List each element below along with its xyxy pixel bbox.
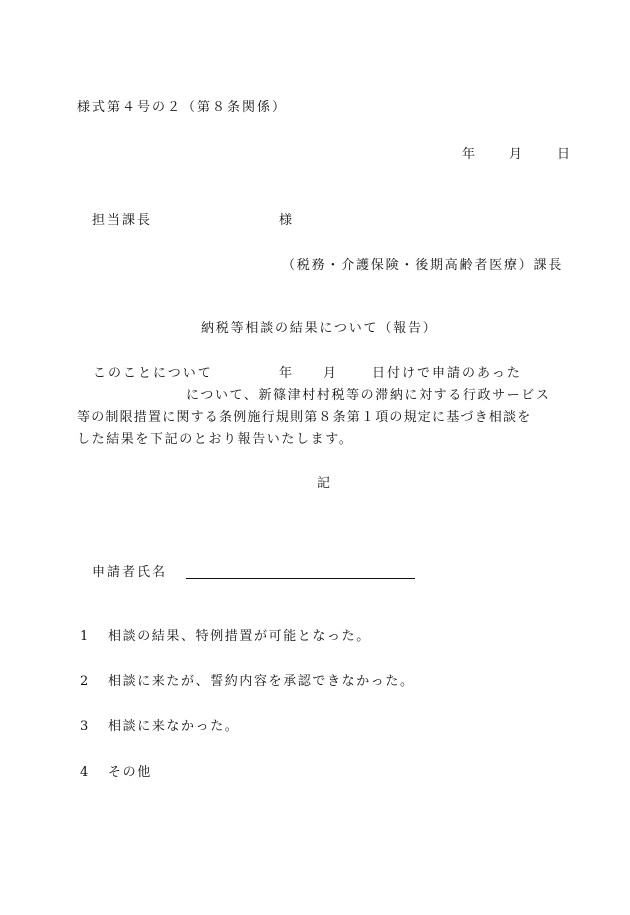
applicant-label: 申請者氏名 [92, 565, 168, 580]
sender: （税務・介護保険・後期高齢者医療）課長 [282, 258, 564, 273]
addressee-honorific: 様 [279, 213, 295, 228]
body-line-1-month: 月 [323, 366, 339, 381]
addressee-title: 担当課長 [92, 213, 153, 228]
form-number: 様式第４号の２（第８条関係） [77, 100, 288, 115]
option-1-number: 1 [80, 629, 89, 644]
body-line-1-year: 年 [279, 366, 295, 381]
option-2-number: 2 [80, 674, 89, 689]
date-day: 日 [557, 147, 573, 162]
option-4-text: その他 [108, 765, 152, 780]
ki-marker: 記 [317, 476, 333, 491]
body-line-3: 等の制限措置に関する条例施行規則第８条第１項の規定に基づき相談を [77, 410, 532, 425]
option-3-number: 3 [80, 719, 89, 734]
option-2-text: 相談に来たが、誓約内容を承認できなかった。 [108, 674, 415, 689]
option-1-text: 相談の結果、特例措置が可能となった。 [108, 629, 371, 644]
date-year: 年 [462, 147, 478, 162]
option-3-text: 相談に来なかった。 [108, 719, 240, 734]
option-4-number: 4 [80, 765, 89, 780]
body-line-1a: このことについて [93, 366, 213, 381]
body-line-4: した結果を下記のとおり報告いたします。 [77, 432, 354, 447]
date-month: 月 [509, 147, 525, 162]
document-title: 納税等相談の結果について（報告） [201, 321, 438, 336]
body-line-2: について、新篠津村村税等の滞納に対する行政サービス [186, 388, 551, 403]
applicant-name-line[interactable] [186, 578, 415, 579]
body-line-1b: 日付けで申請のあった [372, 366, 522, 381]
